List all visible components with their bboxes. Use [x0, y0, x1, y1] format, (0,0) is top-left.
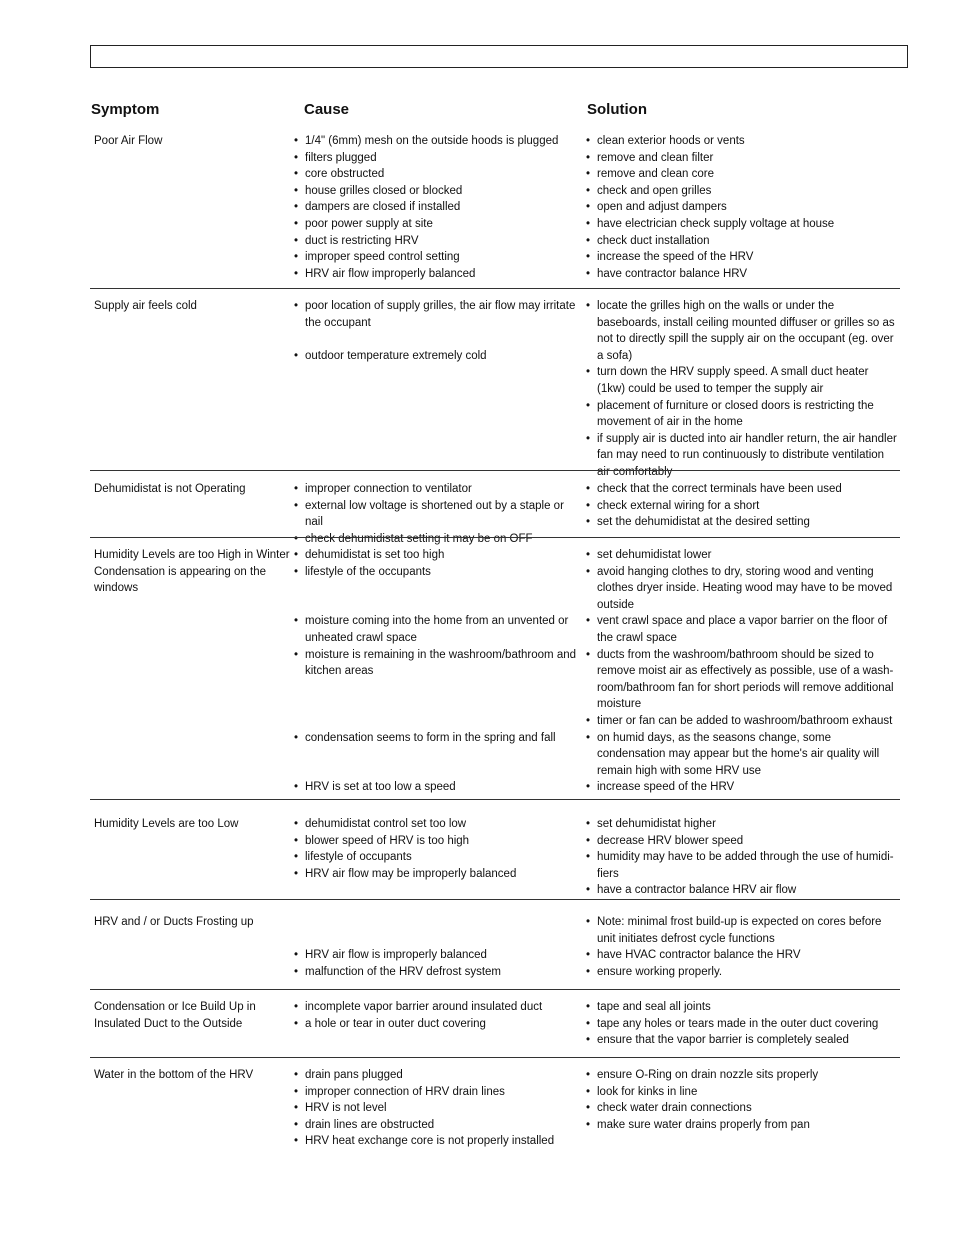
cause-list — [294, 816, 578, 882]
cause-item: • HRV air flow improperly balanced — [294, 266, 578, 283]
cause-header: Cause — [304, 101, 350, 118]
solution-item: • remove and clean filter — [586, 150, 898, 167]
cause-item: • lifestyle of the occupants — [294, 564, 578, 581]
solution-item: • timer or fan can be added to washroom/bathroom exhaust — [586, 713, 898, 730]
cause-item: • HRV heat exchange core is not properly installed — [294, 1133, 578, 1150]
solution-item: • check water drain connections — [586, 1100, 898, 1117]
cause-item: • dehumidistat control set too low — [294, 816, 578, 833]
symptom-cell: Water in the bottom of the HRV — [94, 1069, 254, 1081]
solution-item: • open and adjust dampers — [586, 199, 898, 216]
cause-item: • duct is restricting HRV — [294, 233, 578, 250]
cause-list — [294, 1067, 578, 1150]
row-divider — [90, 470, 900, 471]
solution-item: • placement of furniture or closed doors is restricting the movement of air in the home — [586, 398, 898, 431]
solution-item: • have electrician check supply voltage at house — [586, 216, 898, 233]
solution-item: • check that the correct terminals have been used — [586, 481, 898, 498]
solution-item: • increase speed of the HRV — [586, 779, 898, 796]
solution-item: • remove and clean core — [586, 166, 898, 183]
cause-item: • moisture is remaining in the washroom/bathroom and kitchen areas — [294, 647, 578, 680]
cause-item: • dampers are closed if installed — [294, 199, 578, 216]
cause-item: • poor location of supply grilles, the air flow may irritate the occupant — [294, 298, 578, 331]
cause-item: • core obstructed — [294, 166, 578, 183]
symptom-cell: Supply air feels cold — [94, 300, 197, 312]
solution-item: • locate the grilles high on the walls or under the baseboards, install ceiling mounted diffuser or grilles so as not to directly spill the supply air on the occupant (eg. over a sofa) — [586, 298, 898, 364]
solution-item: • decrease HRV blower speed — [586, 833, 898, 850]
cause-item: • improper connection of HRV drain lines — [294, 1084, 578, 1101]
cause-item: • blower speed of HRV is too high — [294, 833, 578, 850]
symptom-cell: Poor Air Flow — [94, 135, 163, 147]
cause-item: • 1/4" (6mm) mesh on the outside hoods is plugged — [294, 133, 578, 150]
solution-list — [586, 816, 898, 899]
row-divider — [90, 1057, 900, 1058]
symptom-cell: Dehumidistat is not Operating — [94, 483, 246, 495]
solution-item: • look for kinks in line — [586, 1084, 898, 1101]
cause-item: • HRV is set at too low a speed — [294, 779, 578, 796]
solution-item: • ensure working properly. — [586, 964, 898, 981]
solution-item: • set the dehumidistat at the desired setting — [586, 514, 898, 531]
solution-list — [586, 1067, 898, 1133]
cause-list — [294, 547, 578, 796]
solution-item: • tape and seal all joints — [586, 999, 898, 1016]
solution-item: • turn down the HRV supply speed. A small duct heater (1kw) could be used to temper the supply air — [586, 364, 898, 397]
solution-item: • ensure that the vapor barrier is completely sealed — [586, 1032, 898, 1049]
cause-item: • improper connection to ventilator — [294, 481, 578, 498]
symptom-cell: Humidity Levels are too Low — [94, 818, 239, 830]
solution-item: • on humid days, as the seasons change, some condensation may appear but the home's air quality will remain high with some HRV use — [586, 730, 898, 780]
row-divider — [90, 288, 900, 289]
symptom-header: Symptom — [91, 101, 160, 118]
row-divider — [90, 799, 900, 800]
solution-item: • clean exterior hoods or vents — [586, 133, 898, 150]
cause-item: • moisture coming into the home from an unvented or unheated crawl space — [294, 613, 578, 646]
cause-list — [294, 914, 578, 980]
symptom-cell: HRV and / or Ducts Frosting up — [94, 916, 254, 928]
cause-item: • improper speed control setting — [294, 249, 578, 266]
solution-item: • Note: minimal frost build-up is expected on cores before unit initiates defrost cycle functions — [586, 914, 898, 947]
solution-item: • have contractor balance HRV — [586, 266, 898, 283]
solution-list — [586, 133, 898, 282]
row-divider — [90, 537, 900, 538]
cause-item: • outdoor temperature extremely cold — [294, 348, 578, 365]
solution-item: • tape any holes or tears made in the outer duct covering — [586, 1016, 898, 1033]
solution-item: • if supply air is ducted into air handler return, the air handler fan may need to run continuously to distribute ventilation air comfortably — [586, 431, 898, 481]
cause-item: • HRV air flow is improperly balanced — [294, 947, 578, 964]
solution-item: • have HVAC contractor balance the HRV — [586, 947, 898, 964]
solution-item: • have a contractor balance HRV air flow — [586, 882, 898, 899]
cause-item: • drain lines are obstructed — [294, 1117, 578, 1134]
solution-item: • ducts from the washroom/bathroom should be sized to remove moist air as effectively as possible, use of a wash-room/bathroom fan for short periods will remove additional moisture — [586, 647, 898, 713]
solution-list — [586, 298, 898, 481]
solution-item: • humidity may have to be added through the use of humidi-fiers — [586, 849, 898, 882]
solution-item: • check and open grilles — [586, 183, 898, 200]
cause-item: • incomplete vapor barrier around insulated duct — [294, 999, 578, 1016]
solution-list — [586, 914, 898, 980]
cause-list — [294, 298, 578, 364]
cause-item: • lifestyle of occupants — [294, 849, 578, 866]
cause-item: • HRV air flow may be improperly balanced — [294, 866, 578, 883]
row-divider — [90, 899, 900, 900]
solution-item: • increase the speed of the HRV — [586, 249, 898, 266]
solution-item: • ensure O-Ring on drain nozzle sits properly — [586, 1067, 898, 1084]
cause-list — [294, 999, 578, 1032]
cause-item: • house grilles closed or blocked — [294, 183, 578, 200]
cause-item: • external low voltage is shortened out by a staple or nail — [294, 498, 578, 531]
title-box — [90, 45, 908, 68]
solution-item: • vent crawl space and place a vapor barrier on the floor of the crawl space — [586, 613, 898, 646]
solution-list — [586, 999, 898, 1049]
cause-item: • dehumidistat is set too high — [294, 547, 578, 564]
cause-item: • HRV is not level — [294, 1100, 578, 1117]
row-divider — [90, 989, 900, 990]
solution-item: • avoid hanging clothes to dry, storing wood and venting clothes dryer inside. Heating wood may have to be moved outside — [586, 564, 898, 614]
solution-item: • set dehumidistat lower — [586, 547, 898, 564]
symptom-cell: Condensation or Ice Build Up in Insulated Duct to the Outside — [94, 1001, 256, 1030]
solution-item: • check duct installation — [586, 233, 898, 250]
solution-list — [586, 547, 898, 796]
cause-item: • drain pans plugged — [294, 1067, 578, 1084]
cause-item: • filters plugged — [294, 150, 578, 167]
cause-item: • condensation seems to form in the spring and fall — [294, 730, 578, 747]
solution-item: • make sure water drains properly from pan — [586, 1117, 898, 1134]
solution-header: Solution — [587, 101, 647, 118]
cause-item: • check dehumidistat setting it may be on OFF — [294, 531, 578, 548]
cause-list — [294, 133, 578, 282]
solution-item: • set dehumidistat higher — [586, 816, 898, 833]
cause-item: • poor power supply at site — [294, 216, 578, 233]
solution-list — [586, 481, 898, 531]
cause-item: • malfunction of the HRV defrost system — [294, 964, 578, 981]
symptom-cell: Humidity Levels are too High in Winter Condensation is appearing on the windows — [94, 549, 290, 595]
solution-item: • check external wiring for a short — [586, 498, 898, 515]
cause-item: • a hole or tear in outer duct covering — [294, 1016, 578, 1033]
